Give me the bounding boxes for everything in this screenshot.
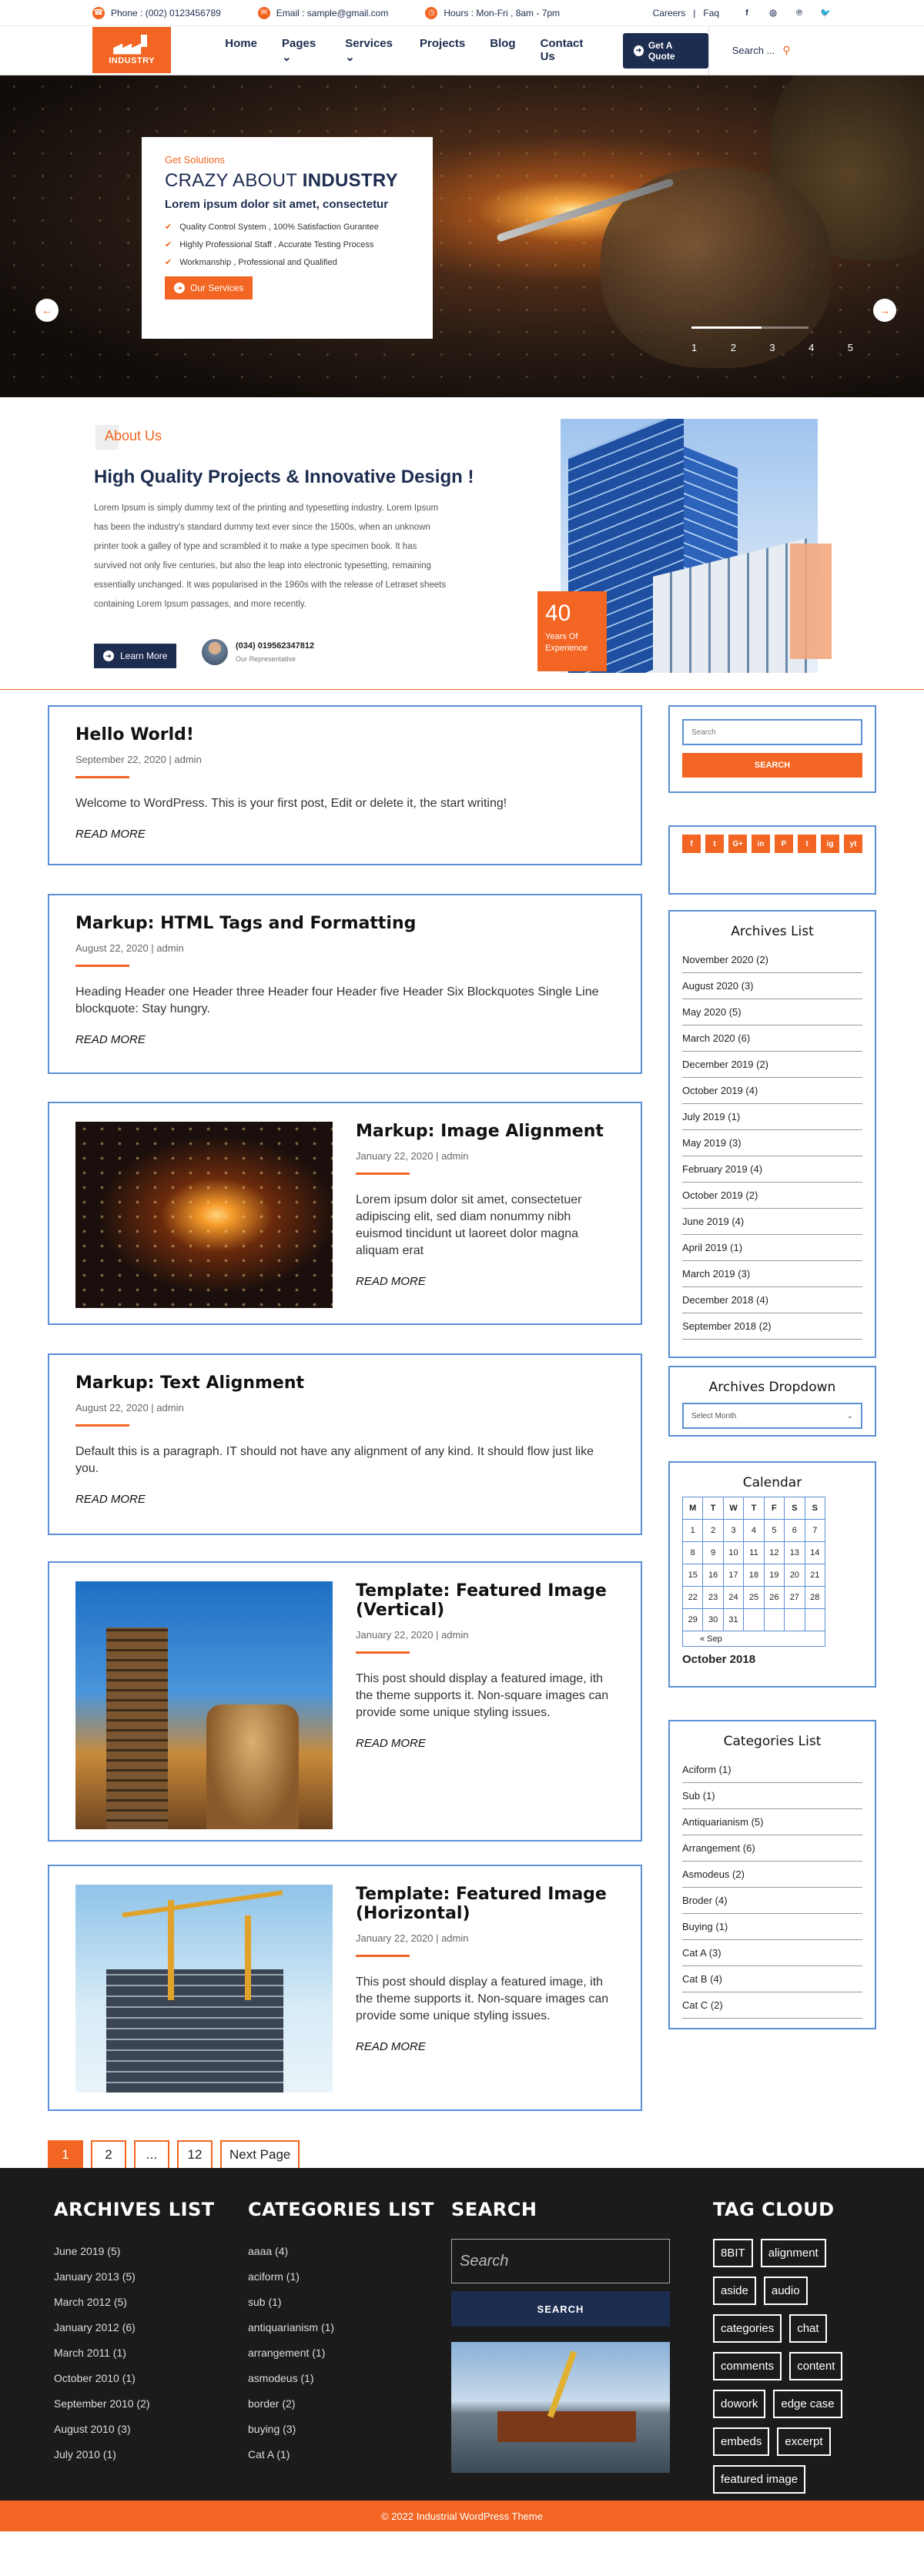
twitter-icon[interactable]: 🐦 (820, 8, 831, 18)
list-item[interactable]: November 2020 (2) (682, 947, 862, 973)
calendar-day: 9 (703, 1542, 723, 1564)
archives-widget (668, 910, 876, 1358)
list-item[interactable]: Sub (1) (682, 1783, 862, 1809)
hero-features (165, 222, 410, 267)
pagination (48, 2140, 307, 2170)
calendar-day: 29 (683, 1609, 703, 1631)
list-item[interactable]: December 2019 (2) (682, 1052, 862, 1078)
post-meta: August 22, 2020 | admin (75, 942, 184, 954)
widget-title: Categories List (723, 1734, 822, 1749)
read-more-link[interactable]: READ MORE (356, 2040, 426, 2053)
chevron-down-icon: ⌄ (281, 51, 292, 64)
google-plus-icon[interactable]: G+ (728, 835, 747, 853)
list-item[interactable]: aciform (1) (248, 2270, 300, 2283)
list-item[interactable]: August 2020 (3) (682, 973, 862, 999)
slide-number-3[interactable]: 3 (769, 342, 775, 353)
header-search[interactable]: Search ... ⚲ (708, 26, 832, 75)
list-item[interactable]: Aciform (1) (682, 1757, 862, 1783)
post-title[interactable]: Template: Featured Image (Horizontal) (356, 1885, 607, 1923)
footer-tag-cloud (713, 2199, 878, 2503)
calendar-day: 19 (764, 1564, 784, 1587)
next-page-button[interactable]: Next Page (220, 2140, 300, 2170)
calendar-day: 5 (764, 1520, 784, 1542)
tag-link[interactable]: audio (764, 2277, 808, 2305)
tag-link[interactable]: excerpt (777, 2427, 830, 2456)
post-excerpt: Welcome to WordPress. This is your first post, Edit or delete it, the start writing! (75, 797, 507, 810)
arrow-right-icon: ➜ (174, 283, 185, 293)
hero-slider (0, 75, 924, 397)
calendar-day (744, 1609, 764, 1631)
slider-pagination (691, 342, 853, 353)
post-card (48, 1561, 642, 1842)
post-card (48, 894, 642, 1074)
widget-title: Archives Dropdown (708, 1380, 836, 1395)
chevron-down-icon: ⌄ (846, 1411, 853, 1420)
tag-link[interactable]: dowork (713, 2390, 765, 2418)
hours-info: ◷ Hours : Mon-Fri , 8am - 7pm (425, 7, 560, 19)
instagram-icon[interactable]: ◎ (769, 8, 777, 18)
archives-list (682, 947, 862, 1340)
list-item[interactable]: July 2019 (1) (682, 1104, 862, 1130)
footer-search-input[interactable]: Search (451, 2239, 670, 2283)
calendar-day: 4 (744, 1520, 764, 1542)
arrow-right-icon: ➜ (103, 651, 114, 661)
top-bar (0, 0, 924, 26)
hero-card (142, 137, 433, 339)
youtube-icon[interactable]: yt (844, 835, 862, 853)
slide-number-4[interactable]: 4 (808, 342, 815, 353)
social-widget (668, 825, 876, 895)
tag-link[interactable]: alignment (761, 2239, 826, 2267)
list-item[interactable]: June 2019 (4) (682, 1209, 862, 1235)
calendar-day: 27 (785, 1587, 805, 1609)
read-more-link[interactable]: READ MORE (75, 828, 146, 841)
site-logo[interactable]: INDUSTRY (92, 27, 171, 73)
slide-number-1[interactable]: 1 (691, 342, 698, 353)
calendar-widget (668, 1461, 876, 1688)
calendar-day: 25 (744, 1587, 764, 1609)
slider-prev-arrow-icon[interactable]: ← (35, 299, 59, 322)
calendar-day: 20 (785, 1564, 805, 1587)
page-2[interactable]: 2 (91, 2140, 126, 2170)
list-item[interactable]: asmodeus (1) (248, 2372, 314, 2384)
calendar-day: 12 (764, 1542, 784, 1564)
search-widget (668, 705, 876, 793)
nav-services[interactable]: Services ⌄ (345, 37, 393, 64)
tag-link[interactable]: comments (713, 2352, 782, 2380)
post-excerpt: This post should display a featured image, ith the theme supports it. Non-square images can provide some unique styling issues. (356, 1672, 609, 1719)
calendar-day: 17 (723, 1564, 743, 1587)
about-text: Lorem Ipsum is simply dummy text of the printing and typesetting industry. Lorem Ipsum has been the industry's standard dummy text ever since the 1500s, when an unknown printer took a galley of type and scrambled it to make a type specimen book. It has survived not only five centuries, but also the leap into electronic typesetting, remaining essentially unchanged. It was popularised in the 1960s with the release of Letraset sheets containing Lorem Ipsum passages, and more recently. (94, 503, 447, 609)
widget-title: Calendar (742, 1475, 802, 1490)
post-thumbnail[interactable] (75, 1885, 333, 2093)
tag-link[interactable]: embeds (713, 2427, 769, 2456)
footer-search (451, 2199, 670, 2473)
read-more-link[interactable]: READ MORE (75, 1033, 146, 1046)
list-item[interactable]: October 2019 (4) (682, 1078, 862, 1104)
list-item[interactable]: March 2020 (6) (682, 1025, 862, 1052)
calendar-day: 23 (703, 1587, 723, 1609)
list-item[interactable]: April 2019 (1) (682, 1235, 862, 1261)
post-title[interactable]: Markup: Text Alignment (75, 1373, 304, 1393)
post-meta: January 22, 2020 | admin (356, 1629, 469, 1641)
footer-categories (248, 2199, 434, 2474)
list-item[interactable]: February 2019 (4) (682, 1156, 862, 1183)
calendar-day: 2 (703, 1520, 723, 1542)
post-card (48, 1353, 642, 1535)
check-icon: ✔ (165, 222, 172, 232)
footer-search-button[interactable]: SEARCH (451, 2291, 670, 2327)
post-title[interactable]: Markup: Image Alignment (356, 1122, 604, 1141)
post-card (48, 1102, 642, 1325)
calendar-day: 30 (703, 1609, 723, 1631)
page-ellipsis: ... (134, 2140, 169, 2170)
post-meta: January 22, 2020 | admin (356, 1150, 469, 1162)
list-item[interactable]: Buying (1) (682, 1914, 862, 1940)
calendar-day: 3 (723, 1520, 743, 1542)
post-thumbnail[interactable] (75, 1581, 333, 1829)
tag-link[interactable]: aside (713, 2277, 756, 2305)
tag-link[interactable]: 8BIT (713, 2239, 753, 2267)
calendar-month: October 2018 (682, 1653, 756, 1666)
list-item[interactable]: March 2019 (3) (682, 1261, 862, 1287)
phone-info: ☎ Phone : (002) 0123456789 (93, 7, 221, 18)
list-item[interactable]: May 2019 (3) (682, 1130, 862, 1156)
post-excerpt: This post should display a featured image, ith the theme supports it. Non-square images can provide some unique styling issues. (356, 1975, 609, 2022)
calendar-day: 24 (723, 1587, 743, 1609)
list-item[interactable]: January 2013 (5) (54, 2270, 136, 2283)
list-item: ✔ Quality Control System , 100% Satisfaction Gurantee (165, 222, 379, 232)
calendar-day-header: S (805, 1497, 825, 1520)
careers-link[interactable]: Careers (652, 7, 686, 18)
facebook-icon[interactable]: f (682, 835, 701, 853)
list-item[interactable]: border (2) (248, 2397, 296, 2410)
slide-number-5[interactable]: 5 (847, 342, 853, 353)
calendar-day: 1 (683, 1520, 703, 1542)
slide-number-2[interactable]: 2 (730, 342, 736, 353)
tag-link[interactable]: edge case (773, 2390, 842, 2418)
list-item[interactable]: Cat A (3) (682, 1940, 862, 1966)
list-item: ✔ Highly Professional Staff , Accurate Testing Process (165, 239, 374, 249)
site-header (0, 26, 924, 75)
phone-icon: ☎ (92, 7, 105, 19)
our-services-button[interactable]: ➜ Our Services (165, 276, 253, 299)
calendar-day-header: S (785, 1497, 805, 1520)
clock-icon: ◷ (425, 7, 437, 19)
calendar-day: 28 (805, 1587, 825, 1609)
read-more-link[interactable]: READ MORE (75, 1493, 146, 1506)
archives-dropdown-widget (668, 1366, 876, 1437)
tag-link[interactable]: categories (713, 2314, 782, 2343)
copyright-bar: © 2022 Industrial WordPress Theme (0, 2501, 924, 2531)
page-1[interactable]: 1 (48, 2140, 83, 2170)
post-meta: January 22, 2020 | admin (356, 1932, 469, 1944)
footer-archives (54, 2199, 215, 2474)
instagram-icon[interactable]: ig (821, 835, 839, 853)
sidebar-search-button[interactable]: SEARCH (682, 753, 862, 778)
nav-contact[interactable]: Contact Us (540, 37, 584, 63)
read-more-link[interactable]: READ MORE (356, 1737, 426, 1750)
linkedin-icon[interactable]: in (752, 835, 770, 853)
footer-title: SEARCH (451, 2199, 537, 2220)
post-excerpt: Default this is a paragraph. IT should not have any alignment of any kind. It should flow just like you. (75, 1445, 594, 1475)
calendar-table (682, 1497, 825, 1631)
calendar-day: 13 (785, 1542, 805, 1564)
widget-title: Archives List (731, 924, 814, 939)
experience-badge: 40 Years Of Experience (537, 591, 607, 671)
post-meta: September 22, 2020 | admin (75, 754, 202, 765)
calendar-day-header: F (764, 1497, 784, 1520)
list-item[interactable]: Cat A (1) (248, 2448, 290, 2461)
arrow-right-icon: ➜ (634, 45, 644, 56)
hero-title: CRAZY ABOUT INDUSTRY (165, 170, 398, 191)
list-item[interactable]: aaaa (4) (248, 2245, 289, 2257)
nav-home[interactable]: Home (225, 37, 257, 50)
about-tag: About Us (92, 428, 162, 444)
post-excerpt: Heading Header one Header three Header four Header five Header Six Blockquotes Single Line blockquote: Stay hungry. (75, 985, 599, 1015)
calendar-prev-link[interactable]: « Sep (682, 1631, 825, 1647)
list-item[interactable]: October 2019 (2) (682, 1183, 862, 1209)
about-section (0, 397, 924, 690)
page-12[interactable]: 12 (177, 2140, 213, 2170)
list-item: ✔ Workmanship , Professional and Qualified (165, 257, 337, 267)
footer-title: ARCHIVES LIST (54, 2199, 215, 2220)
post-card (48, 705, 642, 865)
list-item[interactable]: sub (1) (248, 2296, 282, 2308)
calendar-day: 14 (805, 1542, 825, 1564)
twitter-icon[interactable]: t (705, 835, 724, 853)
list-item[interactable]: September 2018 (2) (682, 1313, 862, 1340)
search-icon[interactable]: ⚲ (782, 44, 791, 56)
calendar-day (785, 1609, 805, 1631)
list-item[interactable]: Cat C (2) (682, 1992, 862, 2019)
list-item[interactable]: antiquarianism (1) (248, 2321, 335, 2333)
list-item[interactable]: Arrangement (6) (682, 1835, 862, 1862)
calendar-day: 7 (805, 1520, 825, 1542)
calendar-day: 15 (683, 1564, 703, 1587)
learn-more-button[interactable]: ➜ Learn More (94, 644, 176, 668)
calendar-day: 31 (723, 1609, 743, 1631)
slider-progress (691, 326, 808, 329)
calendar-day: 10 (723, 1542, 743, 1564)
list-item[interactable]: August 2010 (3) (54, 2423, 131, 2435)
calendar-day-header: M (683, 1497, 703, 1520)
categories-list (682, 1757, 862, 2019)
read-more-link[interactable]: READ MORE (356, 1275, 426, 1288)
categories-widget (668, 1720, 876, 2029)
post-title[interactable]: Hello World! (75, 725, 194, 744)
footer-title: CATEGORIES LIST (248, 2199, 435, 2220)
list-item[interactable]: January 2012 (6) (54, 2321, 136, 2333)
footer-harbor-image (451, 2342, 670, 2473)
post-thumbnail[interactable] (75, 1122, 333, 1308)
pinterest-icon[interactable]: P (775, 835, 793, 853)
calendar-day: 11 (744, 1542, 764, 1564)
calendar-day-header: T (744, 1497, 764, 1520)
list-item[interactable]: Cat B (4) (682, 1966, 862, 1992)
faq-link[interactable]: Faq (703, 7, 719, 18)
nav-blog[interactable]: Blog (490, 37, 516, 50)
avatar (202, 639, 228, 665)
sidebar-search-input[interactable]: Search (682, 719, 862, 745)
calendar-day: 18 (744, 1564, 764, 1587)
calendar-day: 8 (683, 1542, 703, 1564)
list-item[interactable]: July 2010 (1) (54, 2448, 116, 2461)
hero-pre-title: Get Solutions (165, 154, 226, 166)
list-item[interactable]: Broder (4) (682, 1888, 862, 1914)
calendar-day: 6 (785, 1520, 805, 1542)
post-meta: August 22, 2020 | admin (75, 1402, 184, 1413)
tag-link[interactable]: featured image (713, 2465, 805, 2494)
get-quote-button[interactable]: ➜ Get A Quote (623, 33, 708, 69)
main-nav (225, 37, 615, 64)
email-icon: ✉ (258, 7, 270, 19)
list-item[interactable]: buying (3) (248, 2423, 296, 2435)
calendar-day: 26 (764, 1587, 784, 1609)
post-excerpt: Lorem ipsum dolor sit amet, consectetuer adipiscing elit, sed diam nonummy nibh euismod tincidunt ut laoreet dolor magna aliquam erat (356, 1193, 582, 1257)
check-icon: ✔ (165, 258, 172, 267)
representative (202, 639, 314, 665)
tag-link[interactable]: chat (789, 2314, 826, 2343)
chevron-down-icon: ⌄ (345, 51, 355, 64)
post-title[interactable]: Template: Featured Image (Vertical) (356, 1581, 607, 1620)
archives-select[interactable]: Select Month ⌄ (682, 1403, 862, 1429)
nav-pages[interactable]: Pages ⌄ (281, 37, 316, 64)
tumblr-icon[interactable]: t (798, 835, 816, 853)
slider-progress-fill (691, 326, 762, 329)
list-item[interactable]: September 2010 (2) (54, 2397, 150, 2410)
list-item[interactable]: June 2019 (5) (54, 2245, 121, 2257)
about-title: High Quality Projects & Innovative Design ! (94, 467, 474, 487)
list-item[interactable]: May 2020 (5) (682, 999, 862, 1025)
nav-projects[interactable]: Projects (420, 37, 466, 50)
calendar-day-header: W (723, 1497, 743, 1520)
top-bar-right: Careers | Faq f ◎ ℗ 🐦 (652, 7, 831, 18)
post-title[interactable]: Markup: HTML Tags and Formatting (75, 914, 417, 933)
calendar-day (764, 1609, 784, 1631)
list-item[interactable]: October 2010 (1) (54, 2372, 136, 2384)
calendar-day (805, 1609, 825, 1631)
list-item[interactable]: December 2018 (4) (682, 1287, 862, 1313)
check-icon: ✔ (165, 240, 172, 249)
list-item[interactable]: March 2011 (1) (54, 2347, 126, 2359)
tag-link[interactable]: content (789, 2352, 842, 2380)
blog-content (0, 690, 924, 2168)
list-item[interactable]: Antiquarianism (5) (682, 1809, 862, 1835)
calendar-day: 22 (683, 1587, 703, 1609)
factory-icon (113, 35, 150, 55)
email-info: ✉ Email : sample@gmail.com (258, 7, 389, 19)
calendar-day: 21 (805, 1564, 825, 1587)
hero-subtitle: Lorem ipsum dolor sit amet, consectetur (165, 198, 389, 211)
footer-title: TAG CLOUD (713, 2199, 835, 2220)
list-item[interactable]: arrangement (1) (248, 2347, 326, 2359)
post-card (48, 1865, 642, 2111)
slider-next-arrow-icon[interactable]: → (873, 299, 896, 322)
facebook-icon[interactable]: f (745, 8, 748, 18)
list-item[interactable]: March 2012 (5) (54, 2296, 127, 2308)
calendar-day-header: T (703, 1497, 723, 1520)
rep-role: Our Representative (236, 655, 296, 663)
rep-phone: (034) 019562347812 (236, 641, 315, 651)
site-footer (0, 2168, 924, 2501)
calendar-day: 16 (703, 1564, 723, 1587)
list-item[interactable]: Asmodeus (2) (682, 1862, 862, 1888)
pinterest-icon[interactable]: ℗ (795, 8, 803, 18)
